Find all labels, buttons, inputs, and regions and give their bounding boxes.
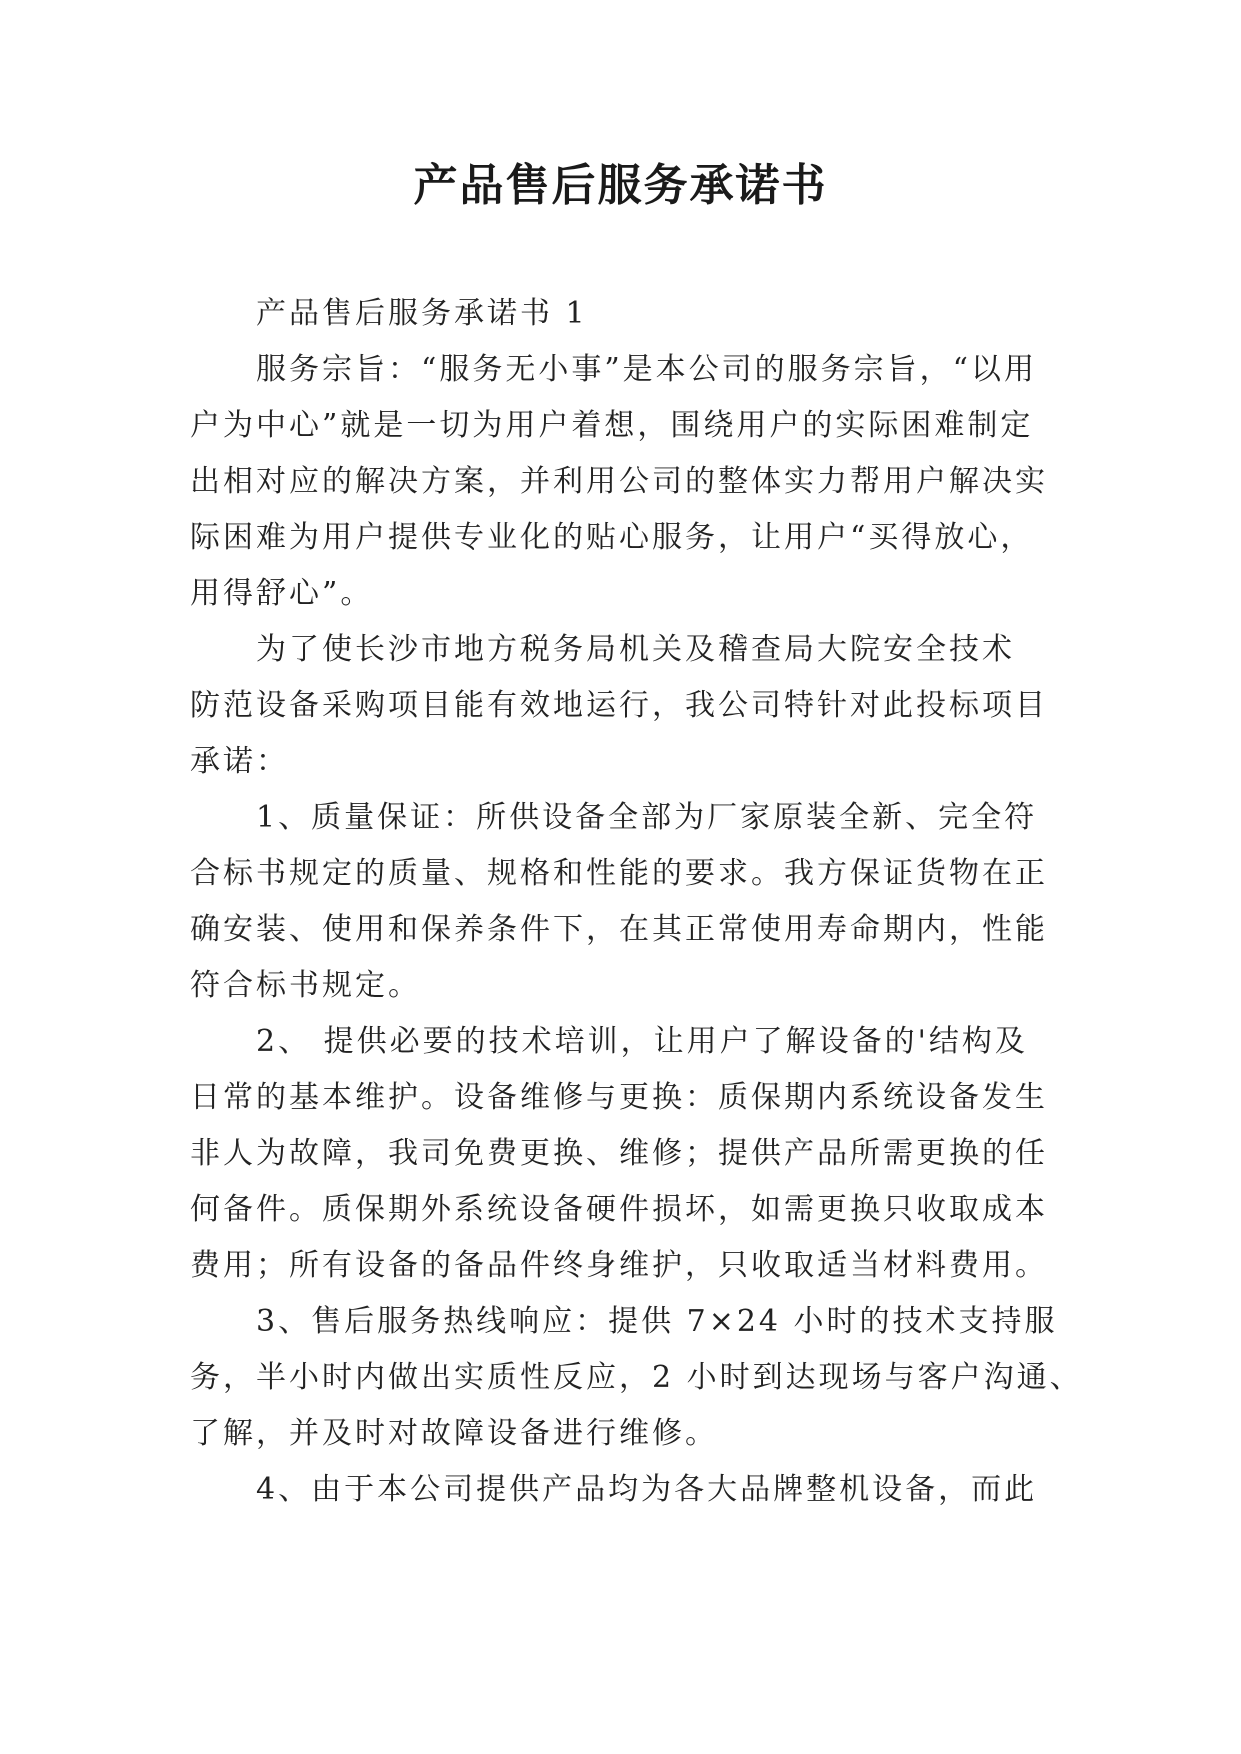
paragraph-line: 户为中心”就是一切为用户着想，围绕用户的实际困难制定 [190, 408, 1034, 443]
paragraph-line: 费用；所有设备的备品件终身维护，只收取适当材料费用。 [190, 1248, 1048, 1283]
document-title: 产品售后服务承诺书 [413, 160, 828, 211]
paragraph-service-purpose [190, 342, 1070, 622]
paragraph-line: 非人为故障，我司免费更换、维修；提供产品所需更换的任 [190, 1136, 1048, 1171]
document-subtitle [190, 286, 1070, 342]
paragraph-line: 何备件。质保期外系统设备硬件损坏，如需更换只收取成本 [190, 1192, 1048, 1227]
paragraph-line: 3、售后服务热线响应：提供 7×24 小时的技术支持服 [256, 1304, 1058, 1339]
paragraph-line: 2、 提供必要的技术培训，让用户了解设备的'结构及 [256, 1024, 1028, 1059]
paragraph-line: 际困难为用户提供专业化的贴心服务，让用户“买得放心， [190, 520, 1034, 555]
paragraph-line: 为了使长沙市地方税务局机关及稽查局大院安全技术 [256, 632, 1015, 667]
paragraph-project-commitment [190, 622, 1070, 790]
paragraph-item-1-quality [190, 790, 1070, 1014]
paragraph-line: 防范设备采购项目能有效地运行，我公司特针对此投标项目 [190, 688, 1048, 723]
document-body [190, 286, 1083, 1518]
subtitle-line: 产品售后服务承诺书 1 [256, 296, 588, 331]
paragraph-line: 1、质量保证：所供设备全部为厂家原装全新、完全符 [256, 800, 1038, 835]
paragraph-item-3-hotline [190, 1294, 1083, 1462]
paragraph-line: 出相对应的解决方案，并利用公司的整体实力帮用户解决实 [190, 464, 1048, 499]
paragraph-line: 合标书规定的质量、规格和性能的要求。我方保证货物在正 [190, 856, 1048, 891]
paragraph-line: 日常的基本维护。设备维修与更换：质保期内系统设备发生 [190, 1080, 1048, 1115]
paragraph-item-4-brands [190, 1462, 1070, 1518]
paragraph-line: 用得舒心”。 [190, 576, 374, 611]
paragraph-line: 承诺： [190, 744, 289, 779]
paragraph-line: 符合标书规定。 [190, 968, 421, 1003]
paragraph-line: 服务宗旨：“服务无小事”是本公司的服务宗旨，“以用 [256, 352, 1038, 387]
paragraph-item-2-training [190, 1014, 1070, 1294]
paragraph-line: 确安装、使用和保养条件下，在其正常使用寿命期内，性能 [190, 912, 1048, 947]
paragraph-line: 4、由于本公司提供产品均为各大品牌整机设备，而此 [256, 1472, 1038, 1507]
paragraph-line: 了解，并及时对故障设备进行维修。 [190, 1416, 718, 1451]
paragraph-line: 务，半小时内做出实质性反应，2 小时到达现场与客户沟通、 [190, 1360, 1083, 1395]
